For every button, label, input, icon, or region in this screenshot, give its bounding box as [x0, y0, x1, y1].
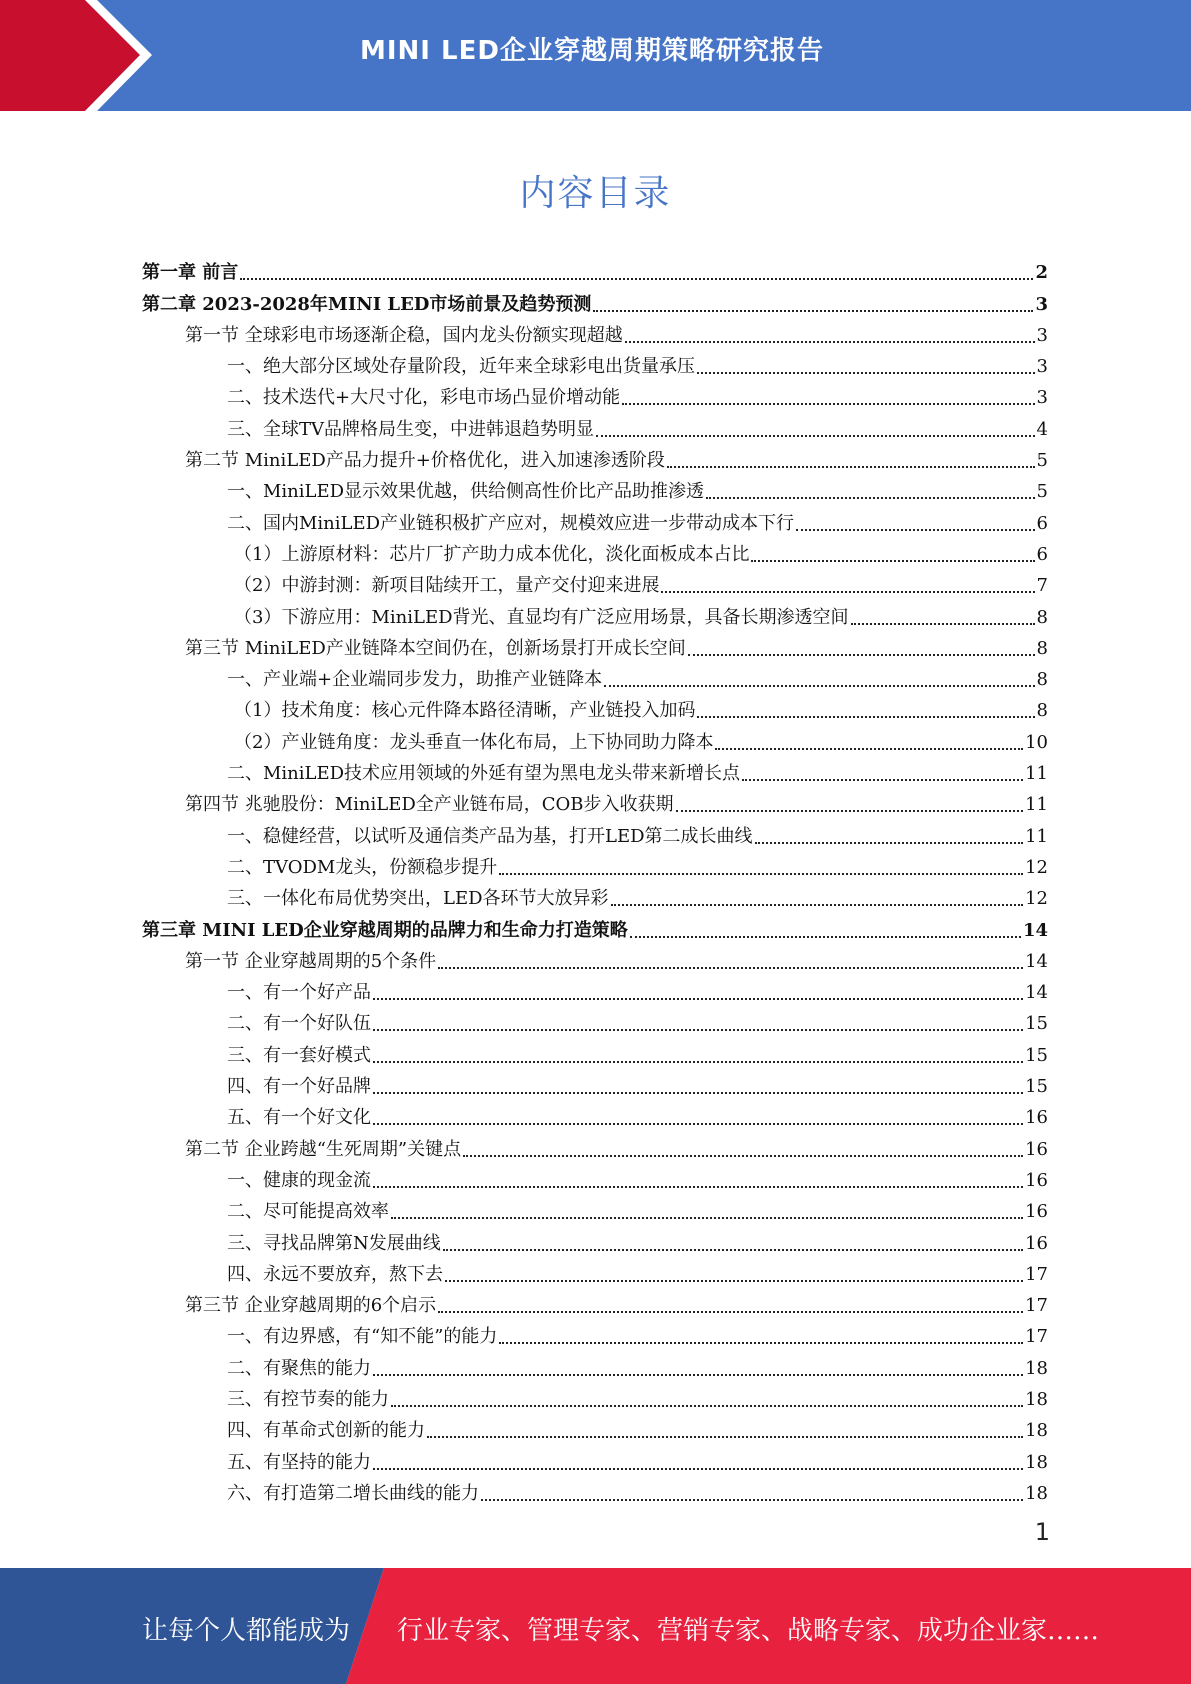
toc-leader-dots [697, 715, 1034, 718]
toc-entry-page: 8 [1036, 700, 1048, 722]
toc-entry-page: 15 [1025, 1076, 1048, 1098]
toc-entry-page: 3 [1036, 324, 1048, 346]
toc-entry[interactable] [142, 786, 1048, 817]
toc-entry-page: 16 [1025, 1232, 1048, 1254]
toc-leader-dots [438, 1310, 1023, 1313]
toc-entry-page: 8 [1036, 606, 1048, 628]
toc-entry-text: 第二章 2023-2028年MINI LED市场前景及趋势预测 [142, 293, 592, 315]
toc-entry-text: 六、有打造第二增长曲线的能力 [227, 1482, 479, 1504]
toc-entry-page: 2 [1035, 262, 1048, 284]
toc-entry-text: 三、一体化布局优势突出，LED各环节大放异彩 [227, 888, 609, 910]
toc-entry-text: 二、国内MiniLED产业链积极扩产应对，规模效应进一步带动成本下行 [227, 512, 795, 534]
toc-leader-dots [625, 340, 1035, 343]
toc-entry-page: 18 [1025, 1451, 1048, 1473]
toc-entry-text: 第一章 前言 [142, 262, 239, 284]
toc-entry[interactable] [142, 1256, 1048, 1287]
toc-leader-dots [445, 1279, 1023, 1282]
toc-entry[interactable] [142, 1224, 1048, 1255]
toc-entry-page: 16 [1025, 1201, 1048, 1223]
toc-entry-text: 五、有一个好文化 [227, 1107, 371, 1129]
toc-entry[interactable] [142, 755, 1048, 786]
toc-entry[interactable] [142, 410, 1048, 441]
toc-entry-page: 11 [1025, 794, 1048, 816]
toc-entry[interactable] [142, 630, 1048, 661]
toc-entry-text: （2）中游封测：新项目陆续开工，量产交付迎来进展 [234, 575, 660, 597]
toc-leader-dots [630, 935, 1021, 938]
toc-entry-text: 一、有边界感，有“知不能”的能力 [227, 1326, 498, 1348]
toc-leader-dots [622, 402, 1034, 405]
toc-leader-dots [373, 1467, 1023, 1470]
toc-entry-page: 4 [1036, 418, 1048, 440]
toc-entry-text: 二、MiniLED技术应用领域的外延有望为黑电龙头带来新增长点 [227, 763, 741, 785]
toc-entry[interactable] [142, 348, 1048, 379]
toc-leader-dots [676, 809, 1024, 812]
toc-entry-text: 二、TVODM龙头，份额稳步提升 [227, 856, 498, 878]
toc-entry[interactable] [142, 1318, 1048, 1349]
toc-entry-text: （3）下游应用：MiniLED背光、直显均有广泛应用场景，具备长期渗透空间 [234, 606, 849, 628]
toc-entry[interactable] [142, 317, 1048, 348]
toc-entry[interactable] [142, 911, 1048, 942]
toc-entry[interactable] [142, 379, 1048, 410]
toc-entry-page: 15 [1025, 1044, 1048, 1066]
toc-leader-dots [373, 1091, 1023, 1094]
toc-entry-page: 17 [1025, 1263, 1048, 1285]
toc-entry[interactable] [142, 1412, 1048, 1443]
toc-entry-text: 第一节 全球彩电市场逐渐企稳，国内龙头份额实现超越 [185, 324, 623, 346]
toc-entry-page: 14 [1022, 919, 1048, 941]
toc-entry-text: 三、有控节奏的能力 [227, 1388, 389, 1410]
toc-entry-page: 3 [1036, 387, 1048, 409]
toc-entry-text: 三、有一套好模式 [227, 1044, 371, 1066]
toc-leader-dots [611, 903, 1024, 906]
toc-entry-text: 四、永远不要放弃，熬下去 [227, 1263, 443, 1285]
toc-entry[interactable] [142, 692, 1048, 723]
toc-entry-text: 第二节 企业跨越“生死周期”关键点 [185, 1138, 462, 1160]
toc-entry-page: 16 [1025, 1169, 1048, 1191]
toc-entry-text: 二、技术迭代+大尺寸化，彩电市场凸显价增动能 [227, 387, 621, 409]
toc-leader-dots [373, 997, 1023, 1000]
toc-leader-dots [851, 622, 1035, 625]
toc-entry-page: 18 [1025, 1482, 1048, 1504]
toc-leader-dots [751, 559, 1034, 562]
header-title: MINI LED企业穿越周期策略研究报告 [360, 36, 824, 66]
toc-entry-text: 二、有聚焦的能力 [227, 1357, 371, 1379]
toc-entry[interactable] [142, 567, 1048, 598]
toc-entry-text: 四、有革命式创新的能力 [227, 1420, 425, 1442]
toc-entry-text: 三、全球TV品牌格局生变，中进韩退趋势明显 [227, 418, 595, 440]
toc-leader-dots [373, 1373, 1023, 1376]
toc-entry-text: 一、健康的现金流 [227, 1169, 371, 1191]
toc-leader-dots [755, 841, 1024, 844]
toc-entry[interactable] [142, 1099, 1048, 1130]
table-of-contents [142, 254, 1048, 1506]
toc-entry-page: 12 [1025, 888, 1048, 910]
toc-entry-text: （1）上游原材料：芯片厂扩产助力成本优化，淡化面板成本占比 [234, 543, 750, 565]
toc-leader-dots [697, 371, 1035, 374]
toc-entry-page: 14 [1025, 982, 1048, 1004]
toc-leader-dots [661, 590, 1034, 593]
toc-leader-dots [463, 1154, 1023, 1157]
toc-entry[interactable] [142, 1475, 1048, 1506]
toc-entry-text: 一、有一个好产品 [227, 982, 371, 1004]
toc-entry[interactable] [142, 285, 1048, 316]
toc-entry[interactable] [142, 974, 1048, 1005]
toc-leader-dots [373, 1028, 1023, 1031]
toc-entry[interactable] [142, 536, 1048, 567]
toc-leader-dots [604, 684, 1034, 687]
toc-entry-page: 10 [1025, 731, 1048, 753]
toc-entry[interactable] [142, 943, 1048, 974]
toc-entry-text: 第二节 MiniLED产品力提升+价格优化，进入加速渗透阶段 [185, 450, 665, 472]
toc-heading: 内容目录 [519, 173, 672, 214]
toc-leader-dots [240, 277, 1033, 280]
toc-entry-text: 第一节 企业穿越周期的5个条件 [185, 950, 437, 972]
toc-entry-text: 第三章 MINI LED企业穿越周期的品牌力和生命力打造策略 [142, 919, 628, 941]
toc-leader-dots [373, 1060, 1023, 1063]
toc-entry[interactable] [142, 1005, 1048, 1036]
toc-leader-dots [499, 1341, 1023, 1344]
toc-leader-dots [742, 778, 1023, 781]
toc-leader-dots [391, 1404, 1023, 1407]
toc-leader-dots [443, 1248, 1023, 1251]
toc-entry[interactable] [142, 598, 1048, 629]
toc-entry-text: 一、MiniLED显示效果优越，供给侧高性价比产品助推渗透 [227, 481, 705, 503]
toc-leader-dots [596, 434, 1035, 437]
toc-entry-text: （2）产业链角度：龙头垂直一体化布局，上下协同助力降本 [234, 731, 714, 753]
toc-entry-text: 第三节 MiniLED产业链降本空间仍在，创新场景打开成长空间 [185, 637, 686, 659]
toc-leader-dots [391, 1216, 1023, 1219]
toc-entry-text: （1）技术角度：核心元件降本路径清晰，产业链投入加码 [234, 700, 696, 722]
toc-entry[interactable] [142, 1381, 1048, 1412]
toc-entry-page: 18 [1025, 1420, 1048, 1442]
toc-entry[interactable] [142, 1349, 1048, 1380]
toc-leader-dots [667, 465, 1035, 468]
toc-leader-dots [373, 1185, 1023, 1188]
toc-entry[interactable] [142, 254, 1048, 285]
toc-entry[interactable] [142, 1036, 1048, 1067]
toc-entry-page: 11 [1025, 825, 1048, 847]
toc-leader-dots [715, 747, 1023, 750]
toc-entry-page: 3 [1036, 356, 1048, 378]
toc-entry[interactable] [142, 473, 1048, 504]
toc-entry-text: 二、有一个好队伍 [227, 1013, 371, 1035]
toc-entry-page: 17 [1025, 1326, 1048, 1348]
toc-entry-page: 7 [1036, 575, 1048, 597]
toc-entry-page: 16 [1025, 1107, 1048, 1129]
toc-entry-text: 二、尽可能提高效率 [227, 1201, 389, 1223]
toc-entry-text: 第四节 兆驰股份：MiniLED全产业链布局，COB步入收获期 [185, 794, 674, 816]
chevron-arrow-icon [0, 0, 160, 111]
toc-entry[interactable] [142, 442, 1048, 473]
toc-entry[interactable] [142, 1130, 1048, 1161]
toc-entry[interactable] [142, 849, 1048, 880]
toc-entry-page: 3 [1035, 293, 1048, 315]
page-number: 1 [1034, 1518, 1050, 1546]
toc-entry-page: 18 [1025, 1388, 1048, 1410]
toc-entry-page: 5 [1036, 481, 1048, 503]
toc-leader-dots [688, 653, 1035, 656]
toc-entry-page: 15 [1025, 1013, 1048, 1035]
toc-entry-page: 11 [1025, 763, 1048, 785]
toc-entry-text: 第三节 企业穿越周期的6个启示 [185, 1295, 437, 1317]
toc-leader-dots [499, 872, 1023, 875]
toc-entry[interactable] [142, 817, 1048, 848]
toc-entry[interactable] [142, 880, 1048, 911]
toc-entry[interactable] [142, 661, 1048, 692]
toc-entry-page: 5 [1036, 450, 1048, 472]
toc-entry[interactable] [142, 504, 1048, 535]
toc-entry[interactable] [142, 1162, 1048, 1193]
toc-entry-page: 6 [1036, 543, 1048, 565]
toc-leader-dots [373, 1122, 1023, 1125]
toc-leader-dots [706, 496, 1034, 499]
toc-entry-text: 一、绝大部分区域处存量阶段，近年来全球彩电出货量承压 [227, 356, 695, 378]
toc-entry-page: 18 [1025, 1357, 1048, 1379]
toc-entry-page: 16 [1025, 1138, 1048, 1160]
toc-entry-page: 12 [1025, 856, 1048, 878]
toc-entry-page: 8 [1036, 637, 1048, 659]
toc-leader-dots [796, 528, 1034, 531]
toc-entry[interactable] [142, 1193, 1048, 1224]
toc-entry-text: 一、产业端+企业端同步发力，助推产业链降本 [227, 669, 603, 691]
toc-leader-dots [427, 1435, 1023, 1438]
toc-leader-dots [593, 309, 1033, 312]
toc-entry[interactable] [142, 1068, 1048, 1099]
toc-leader-dots [438, 966, 1023, 969]
toc-entry-text: 四、有一个好品牌 [227, 1076, 371, 1098]
toc-entry[interactable] [142, 723, 1048, 754]
toc-entry-page: 17 [1025, 1295, 1048, 1317]
toc-entry[interactable] [142, 1287, 1048, 1318]
toc-leader-dots [481, 1498, 1023, 1501]
toc-entry-page: 6 [1036, 512, 1048, 534]
header-banner [0, 0, 1191, 111]
toc-entry-page: 14 [1025, 950, 1048, 972]
toc-entry-text: 五、有坚持的能力 [227, 1451, 371, 1473]
footer-slogan-right: 行业专家、管理专家、营销专家、战略专家、成功企业家…… [397, 1616, 1100, 1646]
toc-entry[interactable] [142, 1443, 1048, 1474]
footer-banner [0, 1568, 1191, 1684]
toc-entry-page: 8 [1036, 669, 1048, 691]
toc-entry-text: 一、稳健经营，以试听及通信类产品为基，打开LED第二成长曲线 [227, 825, 753, 847]
toc-entry-text: 三、寻找品牌第N发展曲线 [227, 1232, 441, 1254]
footer-slogan-left: 让每个人都能成为 [142, 1616, 351, 1646]
